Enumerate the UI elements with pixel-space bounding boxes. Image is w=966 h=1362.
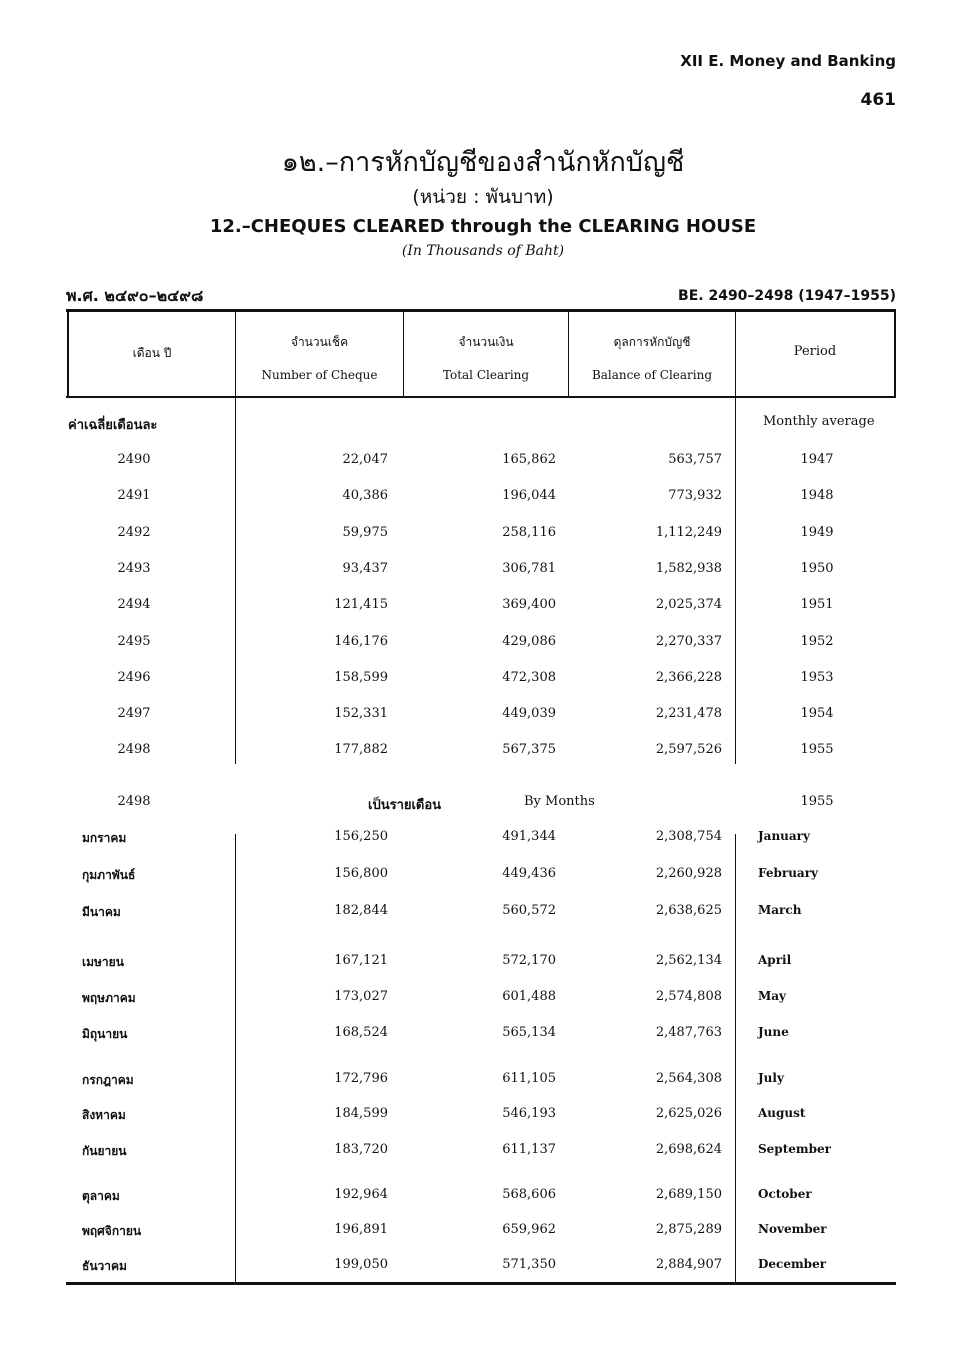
cheques-cell: 156,800	[334, 866, 388, 881]
header-balance-english: Balance of Clearing	[591, 368, 713, 382]
month-thai-cell: กรกฎาคม	[82, 1073, 134, 1087]
table-row	[0, 1142, 966, 1164]
cheques-cell: 93,437	[342, 560, 388, 576]
table-row	[0, 634, 966, 656]
table-row	[0, 953, 966, 975]
balance-cell: 2,308,754	[655, 829, 722, 844]
balance-cell: 2,260,928	[655, 866, 722, 881]
cheques-cell: 192,964	[334, 1187, 388, 1202]
total-clearing-cell: 449,436	[502, 866, 556, 881]
month-english-cell: February	[758, 866, 819, 880]
table-row	[0, 670, 966, 692]
balance-cell: 2,025,374	[655, 597, 722, 613]
balance-cell: 2,597,526	[655, 742, 722, 758]
year-ad-cell: 1953	[800, 669, 834, 685]
table-row	[0, 452, 966, 474]
table-unit-thai: (หน่วย : พันบาท)	[412, 186, 554, 208]
month-thai-cell: ตุลาคม	[82, 1189, 120, 1203]
total-clearing-cell: 491,344	[502, 829, 556, 844]
balance-cell: 1,112,249	[655, 524, 722, 540]
month-english-cell: November	[758, 1222, 827, 1236]
section-heading: XII E. Money and Banking	[680, 52, 896, 70]
year-be-cell: 2492	[117, 524, 151, 540]
total-clearing-cell: 568,606	[502, 1187, 556, 1202]
cheques-cell: 152,331	[334, 706, 388, 722]
total-clearing-cell: 572,170	[502, 953, 556, 968]
table-row	[0, 706, 966, 728]
year-ad-cell: 1948	[800, 488, 834, 504]
cheques-cell: 59,975	[342, 524, 388, 540]
year-be-cell: 2490	[117, 452, 151, 467]
month-thai-cell: มีนาคม	[82, 905, 121, 919]
month-thai-cell: กุมภาพันธ์	[82, 868, 136, 882]
total-clearing-cell: 258,116	[502, 524, 556, 540]
balance-cell: 2,625,026	[655, 1106, 722, 1121]
table-row	[0, 742, 966, 764]
table-row	[0, 903, 966, 925]
month-english-cell: September	[758, 1142, 831, 1156]
cheques-cell: 173,027	[334, 989, 388, 1004]
month-thai-cell: กันยายน	[82, 1144, 127, 1158]
section-label-row	[0, 414, 966, 436]
month-thai-cell: ธันวาคม	[82, 1259, 127, 1273]
cheques-cell: 177,882	[334, 742, 388, 758]
table-top-rule	[66, 309, 896, 312]
table-row	[0, 866, 966, 888]
year-be-cell: 2491	[117, 488, 151, 504]
year-be-cell: 2498	[117, 742, 151, 758]
monthly-average-label-english: Monthly average	[763, 414, 875, 429]
by-months-label-thai: เป็นรายเดือน	[368, 798, 442, 813]
total-clearing-cell: 565,134	[502, 1025, 556, 1040]
total-clearing-cell: 601,488	[502, 989, 556, 1004]
balance-cell: 2,574,808	[655, 989, 722, 1004]
table-row	[0, 525, 966, 547]
total-clearing-cell: 429,086	[502, 633, 556, 649]
cheques-cell: 199,050	[334, 1257, 388, 1272]
total-clearing-cell: 659,962	[502, 1222, 556, 1237]
total-clearing-cell: 567,375	[502, 742, 556, 758]
monthly-average-label-thai: ค่าเฉลี่ยเดือนละ	[68, 418, 158, 433]
balance-cell: 2,638,625	[655, 903, 722, 918]
table-row	[0, 597, 966, 619]
table-row	[0, 1257, 966, 1279]
cheques-cell: 22,047	[342, 452, 388, 467]
table-unit-english: (In Thousands of Baht)	[401, 243, 565, 259]
total-clearing-cell: 165,862	[502, 452, 556, 467]
balance-cell: 2,270,337	[655, 633, 722, 649]
balance-cell: 2,231,478	[655, 706, 722, 722]
total-clearing-cell: 369,400	[502, 597, 556, 613]
table-title-english: 12.–CHEQUES CLEARED through the CLEARING HOUSE	[209, 216, 757, 237]
total-clearing-cell: 611,105	[502, 1071, 556, 1086]
header-cheques-thai: จำนวนเช็ค	[290, 335, 349, 349]
month-thai-cell: เมษายน	[82, 955, 124, 969]
balance-cell: 2,366,228	[655, 669, 722, 685]
balance-cell: 563,757	[668, 452, 722, 467]
header-total-thai: จำนวนเงิน	[458, 335, 514, 349]
year-ad-cell: 1947	[800, 452, 834, 467]
header-total-english: Total Clearing	[442, 368, 530, 382]
cheques-cell: 196,891	[334, 1222, 388, 1237]
month-english-cell: July	[758, 1071, 784, 1085]
month-thai-cell: พฤษภาคม	[82, 991, 136, 1005]
month-thai-cell: พฤศจิกายน	[82, 1224, 142, 1238]
year-be-cell: 2495	[117, 633, 151, 649]
total-clearing-cell: 611,137	[502, 1142, 556, 1157]
cheques-cell: 121,415	[334, 597, 388, 613]
total-clearing-cell: 560,572	[502, 903, 556, 918]
balance-cell: 2,487,763	[655, 1025, 722, 1040]
period-range-thai: พ.ศ. ๒๔๙๐–๒๔๙๘	[66, 286, 204, 305]
year-ad-cell: 1951	[800, 597, 834, 613]
year-ad-cell: 1950	[800, 560, 834, 576]
header-year-thai: เดือน ปี	[132, 346, 172, 360]
year-be-cell: 2494	[117, 597, 151, 613]
monthly-year-ad: 1955	[800, 794, 834, 809]
page-number: 461	[860, 90, 896, 110]
total-clearing-cell: 546,193	[502, 1106, 556, 1121]
table-right-border	[894, 310, 896, 398]
header-period	[736, 344, 894, 359]
cheques-cell: 172,796	[334, 1071, 388, 1086]
header-total	[404, 333, 568, 382]
cheques-cell: 156,250	[334, 829, 388, 844]
header-cheques	[236, 333, 403, 382]
table-row	[0, 488, 966, 510]
month-english-cell: August	[758, 1106, 806, 1120]
month-english-cell: December	[758, 1257, 827, 1271]
cheques-cell: 158,599	[334, 669, 388, 685]
month-thai-cell: สิงหาคม	[82, 1108, 126, 1122]
cheques-cell: 146,176	[334, 633, 388, 649]
balance-cell: 773,932	[668, 488, 722, 504]
month-english-cell: June	[758, 1025, 789, 1039]
table-row	[0, 561, 966, 583]
balance-cell: 2,689,150	[655, 1187, 722, 1202]
total-clearing-cell: 196,044	[502, 488, 556, 504]
cheques-cell: 184,599	[334, 1106, 388, 1121]
cheques-cell: 167,121	[334, 953, 388, 968]
header-bottom-rule	[66, 396, 896, 398]
month-english-cell: October	[758, 1187, 812, 1201]
header-year	[69, 344, 235, 363]
month-english-cell: March	[758, 903, 802, 917]
table-row	[0, 829, 966, 851]
cheques-cell: 40,386	[342, 488, 388, 504]
table-row	[0, 1187, 966, 1209]
total-clearing-cell: 306,781	[502, 560, 556, 576]
section-label-row	[0, 794, 966, 816]
total-clearing-cell: 449,039	[502, 706, 556, 722]
table-row	[0, 1106, 966, 1128]
year-be-cell: 2493	[117, 560, 151, 576]
cheques-cell: 183,720	[334, 1142, 388, 1157]
balance-cell: 2,698,624	[655, 1142, 722, 1157]
balance-cell: 2,884,907	[655, 1257, 722, 1272]
balance-cell: 2,875,289	[655, 1222, 722, 1237]
balance-cell: 1,582,938	[655, 560, 722, 576]
cheques-cell: 168,524	[334, 1025, 388, 1040]
year-be-cell: 2496	[117, 669, 151, 685]
balance-cell: 2,562,134	[655, 953, 722, 968]
month-english-cell: January	[758, 829, 810, 843]
period-range-english: BE. 2490–2498 (1947–1955)	[678, 288, 896, 304]
total-clearing-cell: 571,350	[502, 1257, 556, 1272]
month-english-cell: May	[758, 989, 787, 1003]
total-clearing-cell: 472,308	[502, 669, 556, 685]
monthly-year-be: 2498	[117, 794, 151, 809]
table-row	[0, 1025, 966, 1047]
table-row	[0, 989, 966, 1011]
year-ad-cell: 1952	[800, 633, 834, 649]
balance-cell: 2,564,308	[655, 1071, 722, 1086]
month-thai-cell: มิถุนายน	[82, 1027, 128, 1041]
table-title-thai: ๑๒.–การหักบัญชีของสำนักหักบัญชี	[281, 147, 685, 178]
year-be-cell: 2497	[117, 706, 151, 722]
year-ad-cell: 1949	[800, 524, 834, 540]
month-thai-cell: มกราคม	[82, 831, 127, 845]
month-english-cell: April	[758, 953, 792, 967]
header-cheques-english: Number of Cheque	[261, 368, 378, 382]
by-months-label-english: By Months	[524, 794, 595, 809]
header-balance-thai: ดุลการหักบัญชี	[613, 335, 691, 349]
header-period-english: Period	[793, 344, 837, 359]
header-balance	[569, 333, 735, 382]
table-bottom-rule	[66, 1282, 896, 1285]
cheques-cell: 182,844	[334, 903, 388, 918]
year-ad-cell: 1954	[800, 706, 834, 722]
column-divider	[735, 834, 736, 1282]
year-ad-cell: 1955	[800, 742, 834, 758]
column-divider	[235, 834, 236, 1282]
table-row	[0, 1222, 966, 1244]
table-row	[0, 1071, 966, 1093]
